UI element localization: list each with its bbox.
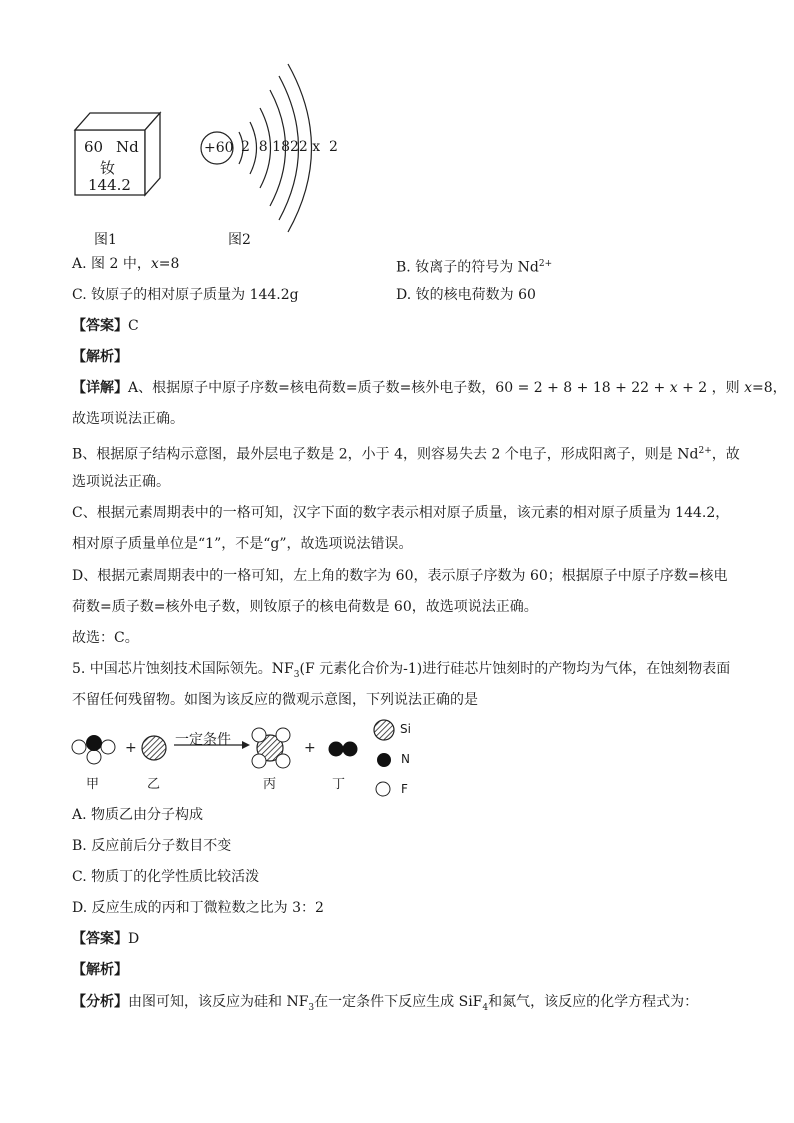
reaction-diagram	[66, 712, 426, 782]
q4-option-d: D. 钕的核电荷数为 60	[396, 287, 536, 303]
molecule-bing	[252, 728, 290, 768]
q4-detail-line-1: 【详解】A、根据原子中原子序数=核电荷数=质子数=核外电子数，60 = 2 + 8 + 18 + 22 + x + 2 ，则 x=8，	[72, 380, 787, 396]
q5-option-b: B. 反应前后分子数目不变	[72, 838, 232, 854]
q5-option-a: A. 物质乙由分子构成	[72, 807, 204, 823]
element-name: 钕	[100, 159, 116, 177]
q5-option-d: D. 反应生成的丙和丁微粒数之比为 3：2	[72, 900, 324, 916]
q4-detail-line-8: 荷数=质子数=核外电子数，则钕原子的核电荷数是 60，故选项说法正确。	[72, 599, 538, 615]
legend-f-label: F	[401, 782, 408, 796]
q4-option-b: B. 钕离子的符号为 $Nd^{2+}$	[396, 259, 553, 276]
q4-detail-line-2: 故选项说法正确。	[72, 411, 184, 427]
q4-detail-line-4: 选项说法正确。	[72, 474, 170, 490]
q4-detail-line-7: D、根据元素周期表中的一格可知，左上角的数字为 60，表示原子序数为 60；根据原子中原子序数=核电	[72, 568, 728, 584]
q4-detail-line-6: 相对原子质量单位是“1”，不是“g”，故选项说法错误。	[72, 536, 413, 552]
label-ding: 丁	[332, 777, 346, 792]
q4-option-c: C. 钕原子的相对原子质量为 144.2g	[72, 287, 299, 303]
legend-si-label: Si	[400, 722, 411, 736]
q5-answer: 【答案】D	[72, 931, 140, 947]
reaction-condition: 一定条件	[175, 732, 231, 748]
molecule-jia	[72, 735, 115, 764]
element-symbol: Nd	[116, 138, 139, 156]
q4-analysis-heading: 【解析】	[72, 349, 128, 365]
svg-text:+: +	[125, 740, 137, 756]
legend-n-symbol	[377, 753, 391, 767]
figure1-caption: 图1	[94, 232, 117, 248]
q4-detail-line-5: C、根据元素周期表中的一格可知，汉字下面的数字表示相对原子质量，该元素的相对原子质量为 144.2，	[72, 505, 730, 521]
q4-detail-line-3: B、根据原子结构示意图，最外层电子数是 2，小于 4，则容易失去 2 个电子，形成阳离子，则是 $Nd^{2+}$，故	[72, 446, 740, 463]
q5-analysis-line: 【分析】由图可知，该反应为硅和 $NF_3$在一定条件下反应生成 SiF$_4$和氮气，该反应的化学方程式为：	[72, 994, 699, 1013]
molecule-ding	[329, 742, 358, 757]
q5-stem-line-2: 不留任何残留物。如图为该反应的微观示意图，下列说法正确的是	[72, 692, 478, 708]
q4-answer: 【答案】C	[72, 318, 139, 334]
molecule-yi	[142, 736, 166, 760]
svg-text:+: +	[304, 740, 316, 756]
label-yi: 乙	[147, 777, 161, 792]
legend-f-symbol	[375, 781, 391, 797]
q4-option-a: A. 图 2 中，x=8	[72, 256, 180, 272]
q5-analysis-heading: 【解析】	[72, 962, 128, 978]
figure2-caption: 图2	[228, 232, 251, 248]
nucleus-charge: +60	[204, 140, 234, 156]
label-jia: 甲	[86, 777, 100, 792]
element-atomic-number: 60	[84, 138, 104, 156]
element-mass: 144.2	[88, 176, 131, 194]
q4-detail-line-9: 故选：C。	[72, 630, 139, 646]
legend-n-label: N	[401, 752, 410, 766]
q5-option-c: C. 物质丁的化学性质比较活泼	[72, 869, 260, 885]
legend-si-symbol	[374, 720, 394, 740]
label-bing: 丙	[263, 777, 277, 792]
electron-shells: 2 8 1822 x 2	[241, 139, 338, 155]
q5-stem-line-1: 5. 中国芯片蚀刻技术国际领先。$NF_3(F$ 元素化合价为-1)进行硅芯片蚀刻时的产物均为气体，在蚀刻物表面	[72, 661, 731, 680]
